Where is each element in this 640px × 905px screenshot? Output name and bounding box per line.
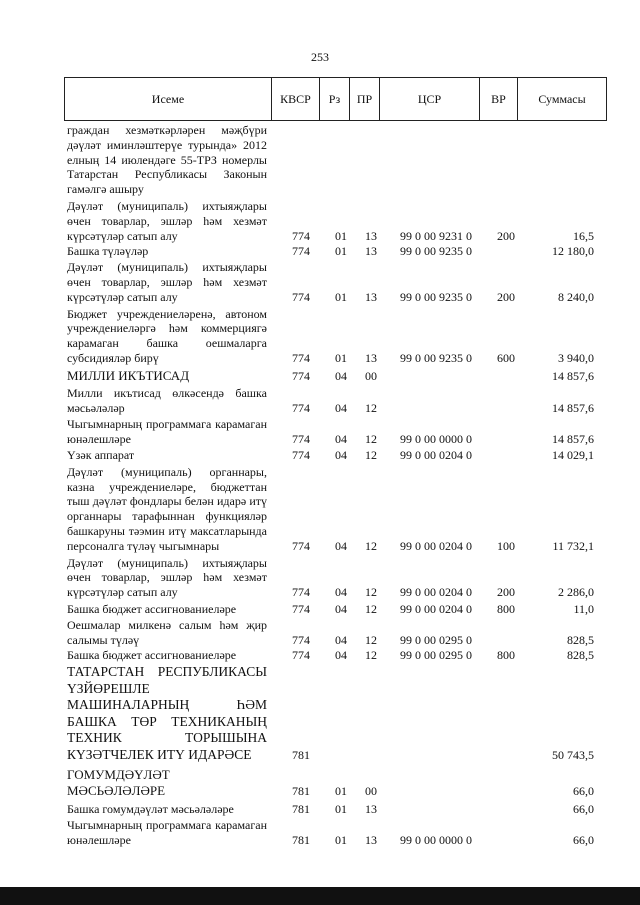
row-name: Башка гомумдәүләт мәсьәләләре [67, 802, 234, 817]
row-kbsr: 774 [292, 368, 310, 383]
row-pr: 13 [365, 350, 377, 365]
table-row [0, 556, 640, 600]
row-rz: 04 [335, 432, 347, 447]
row-pr: 12 [365, 601, 377, 616]
row-kbsr: 774 [292, 601, 310, 616]
table-row [0, 818, 640, 848]
row-pr: 12 [365, 648, 377, 663]
table-row [0, 123, 640, 197]
row-sum: 11 732,1 [552, 538, 594, 553]
table-row [0, 602, 640, 617]
row-name: Чыгымнарның программага карамаган юнәлешләре [67, 417, 267, 447]
row-sum: 66,0 [573, 832, 594, 847]
table-row [0, 802, 640, 817]
table-row [0, 417, 640, 447]
row-name: Оешмалар милкенә салым һәм җир салымы түләү [67, 617, 267, 647]
row-rz: 04 [335, 447, 347, 462]
row-name: Дәүләт (муниципаль) ихтыяҗлары өчен товарлар, эшләр һәм хезмәт күрсәтүләр сатып алу [67, 198, 267, 243]
row-vr: 200 [497, 585, 515, 600]
row-vr: 200 [497, 289, 515, 304]
row-kbsr: 781 [292, 784, 310, 799]
row-name: граждан хезмәткәрләрен мәҗбүри дәүләт иминләштерүе турында» 2012 елның 14 июлендәге 55-ТРЗ номерлы Татарстан Республикасы Законын гамәлгә ашыру [67, 123, 267, 197]
row-sum: 8 240,0 [558, 289, 594, 304]
row-pr: 13 [365, 289, 377, 304]
table-header [64, 77, 607, 121]
table-row [0, 618, 640, 648]
row-kbsr: 774 [292, 350, 310, 365]
row-csr: 99 0 00 0000 0 [400, 832, 472, 847]
row-pr: 12 [365, 432, 377, 447]
row-rz: 04 [335, 632, 347, 647]
table-row [0, 386, 640, 416]
row-kbsr: 774 [292, 632, 310, 647]
row-name: Дәүләт (муниципаль) органнары, казна учреждениеләре, бюджеттан тыш дәүләт фондлары белән идарә итү органнары тарафыннан функцияләр башкаруны тәэмин итү максатларында персоналга түләү чыгымнары [67, 464, 267, 553]
row-kbsr: 774 [292, 289, 310, 304]
row-kbsr: 774 [292, 432, 310, 447]
row-kbsr: 774 [292, 585, 310, 600]
table-row [0, 648, 640, 663]
row-csr: 99 0 00 9235 0 [400, 244, 472, 259]
table-row [0, 368, 640, 384]
row-kbsr: 774 [292, 228, 310, 243]
header-vr: ВР [480, 78, 518, 120]
row-name: Дәүләт (муниципаль) ихтыяҗлары өчен товарлар, эшләр һәм хезмәт күрсәтүләр сатып алу [67, 260, 267, 304]
row-sum: 16,5 [573, 228, 594, 243]
row-sum: 2 286,0 [558, 585, 594, 600]
row-csr: 99 0 00 9235 0 [400, 350, 472, 365]
row-sum: 14 857,6 [552, 368, 594, 383]
row-rz: 01 [335, 350, 347, 365]
row-name: Башка бюджет ассигнованиеләре [67, 648, 237, 663]
row-rz: 01 [335, 244, 347, 259]
row-rz: 01 [335, 228, 347, 243]
row-name: Үзәк аппарат [67, 447, 135, 462]
row-vr: 600 [497, 350, 515, 365]
row-csr: 99 0 00 0000 0 [400, 432, 472, 447]
row-sum: 14 029,1 [552, 447, 594, 462]
page-number: 253 [311, 50, 329, 64]
row-sum: 3 940,0 [558, 350, 594, 365]
row-csr: 99 0 00 0204 0 [400, 601, 472, 616]
row-sum: 50 743,5 [552, 748, 594, 763]
header-csr: ЦСР [380, 78, 480, 120]
row-sum: 828,5 [567, 632, 594, 647]
row-pr: 13 [365, 802, 377, 817]
row-name: ГОМУМДӘҮЛӘТ МӘСЬӘЛӘЛӘРЕ [67, 767, 170, 799]
row-vr: 800 [497, 648, 515, 663]
row-name: Милли икътисад өлкәсендә башка мәсьәләләр [67, 385, 267, 415]
table-row [0, 767, 640, 799]
row-kbsr: 781 [292, 832, 310, 847]
row-rz: 01 [335, 784, 347, 799]
row-name: Чыгымнарның программага карамаган юнәлешләре [67, 817, 267, 847]
row-rz: 04 [335, 368, 347, 383]
row-pr: 12 [365, 400, 377, 415]
row-kbsr: 774 [292, 447, 310, 462]
header-sum: Суммасы [538, 91, 586, 106]
row-rz: 01 [335, 802, 347, 817]
row-pr: 12 [365, 447, 377, 462]
table-row [0, 307, 640, 366]
row-rz: 04 [335, 585, 347, 600]
row-pr: 12 [365, 585, 377, 600]
row-csr: 99 0 00 0204 0 [400, 447, 472, 462]
row-rz: 04 [335, 601, 347, 616]
row-kbsr: 774 [292, 538, 310, 553]
row-name: Бюджет учреждениеләренә, автоном учреждениеләргә һәм коммерциягә карамаган башка оешмаларга субсидияләр бирү [67, 306, 267, 365]
table-row [0, 260, 640, 304]
table-row [0, 465, 640, 554]
row-sum: 14 857,6 [552, 432, 594, 447]
row-rz: 04 [335, 648, 347, 663]
table-row [0, 448, 640, 463]
row-vr: 800 [497, 601, 515, 616]
row-pr: 13 [365, 244, 377, 259]
table-row [0, 664, 640, 763]
row-csr: 99 0 00 0204 0 [400, 538, 472, 553]
row-vr: 100 [497, 538, 515, 553]
row-csr: 99 0 00 0295 0 [400, 648, 472, 663]
table-row [0, 244, 640, 259]
row-kbsr: 774 [292, 244, 310, 259]
row-sum: 12 180,0 [552, 244, 594, 259]
row-kbsr: 781 [292, 748, 310, 763]
row-sum: 828,5 [567, 648, 594, 663]
row-name: МИЛЛИ ИКЪТИСАД [67, 367, 190, 383]
header-rz: Рз [320, 78, 350, 120]
header-name: Исеме [65, 78, 272, 120]
row-rz: 04 [335, 538, 347, 553]
row-pr: 00 [365, 368, 377, 383]
row-kbsr: 781 [292, 802, 310, 817]
table-row [0, 199, 640, 243]
row-csr: 99 0 00 0295 0 [400, 632, 472, 647]
row-vr: 200 [497, 228, 515, 243]
header-pr: ПР [350, 78, 380, 120]
table-body [0, 123, 640, 847]
row-name: Башка бюджет ассигнованиеләре [67, 601, 237, 616]
row-csr: 99 0 00 0204 0 [400, 585, 472, 600]
row-sum: 11,0 [573, 601, 594, 616]
row-pr: 12 [365, 538, 377, 553]
row-pr: 12 [365, 632, 377, 647]
row-name: Дәүләт (муниципаль) ихтыяҗлары өчен товарлар, эшләр һәм хезмәт күрсәтүләр сатып алу [67, 555, 267, 600]
row-pr: 13 [365, 228, 377, 243]
row-csr: 99 0 00 9231 0 [400, 228, 472, 243]
row-name: ТАТАРСТАН РЕСПУБЛИКАСЫ ҮЗЙӨРЕШЛЕ МАШИНАЛАРНЫҢ ҺӘМ БАШКА ТӨР ТЕХНИКАНЫҢ ТЕХНИК ТОРЫШЫНА КҮЗӘТЧЕЛЕК ИТҮ ИДАРӘСЕ [67, 664, 267, 762]
row-sum: 66,0 [573, 802, 594, 817]
row-pr: 00 [365, 784, 377, 799]
row-rz: 01 [335, 289, 347, 304]
header-kbsr: КВСР [272, 78, 320, 120]
scan-edge [0, 887, 640, 905]
row-sum: 14 857,6 [552, 400, 594, 415]
row-pr: 13 [365, 832, 377, 847]
row-sum: 66,0 [573, 784, 594, 799]
row-csr: 99 0 00 9235 0 [400, 289, 472, 304]
row-kbsr: 774 [292, 400, 310, 415]
row-rz: 04 [335, 400, 347, 415]
row-name: Башка түләүләр [67, 244, 149, 259]
row-kbsr: 774 [292, 648, 310, 663]
row-rz: 01 [335, 832, 347, 847]
